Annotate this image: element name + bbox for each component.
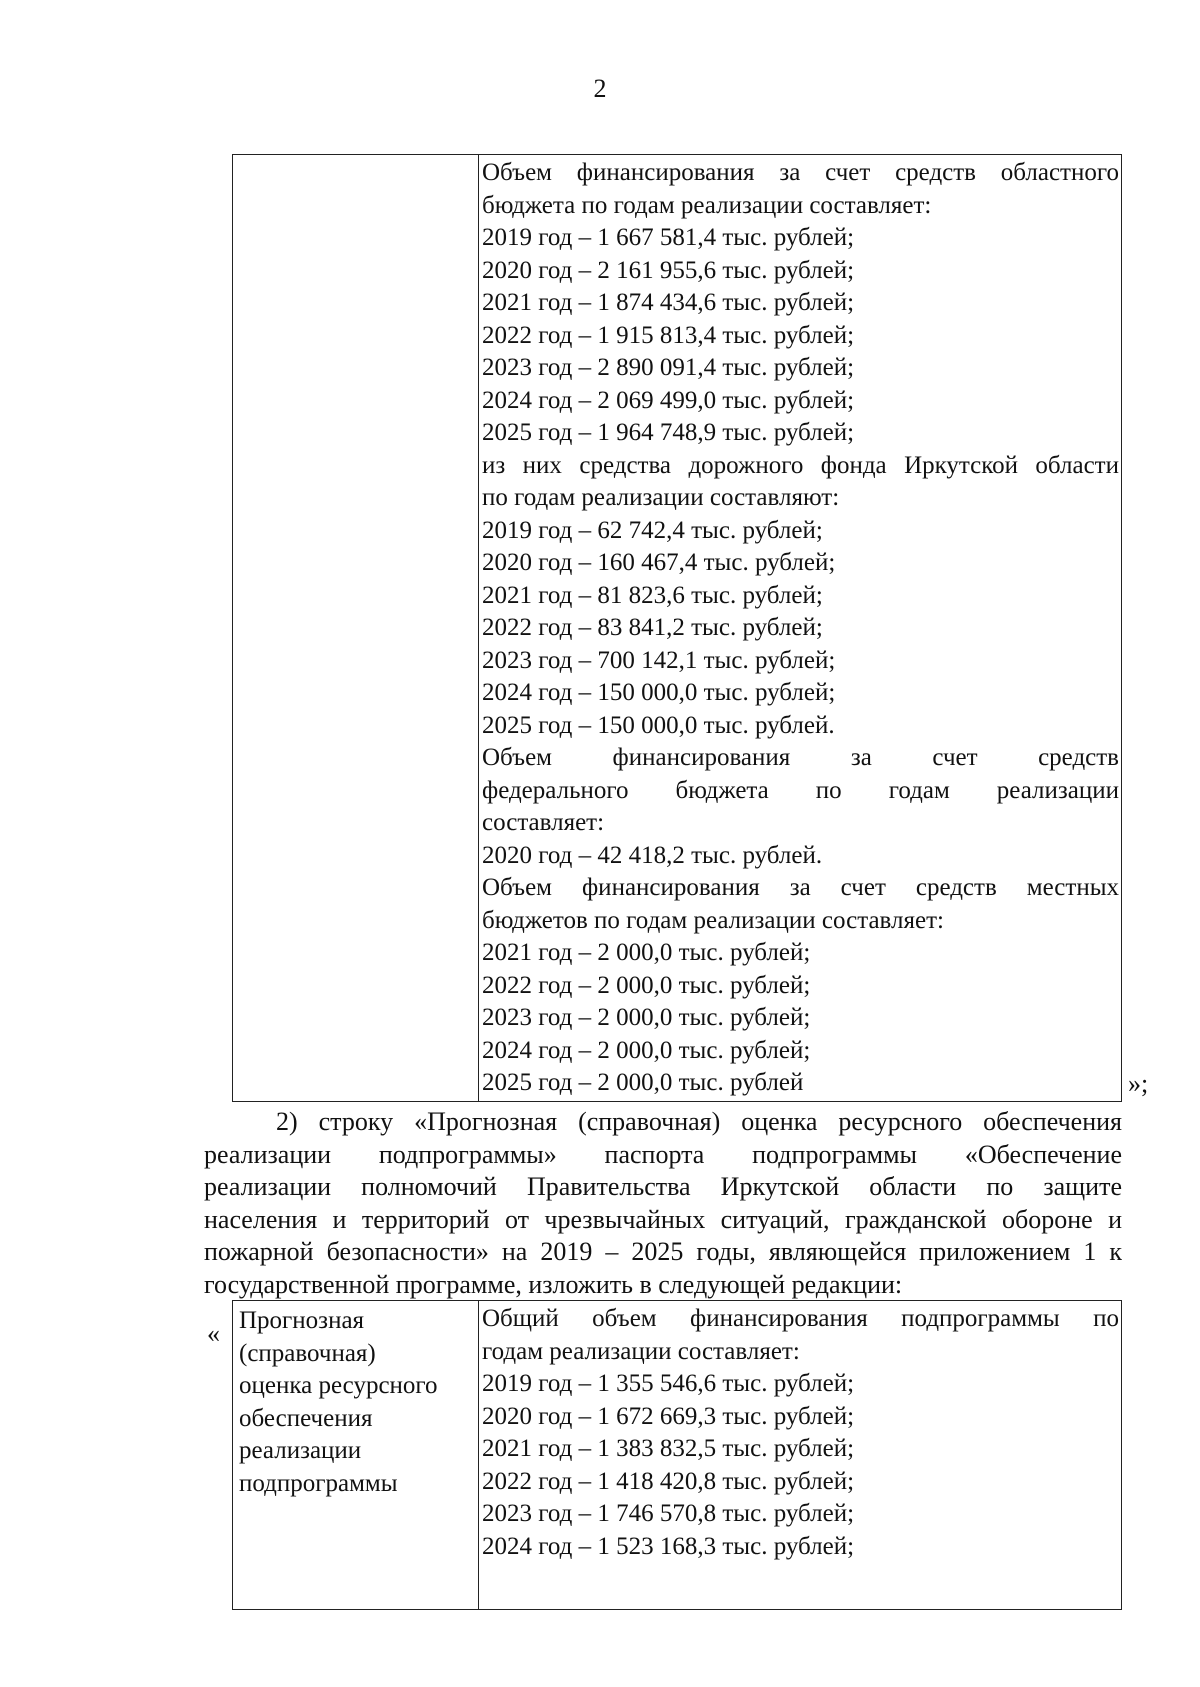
table2-left-cell bbox=[233, 1301, 479, 1609]
table2-label-line: оценка ресурсного bbox=[239, 1372, 438, 1399]
table1-text-line: по годам реализации составляют: bbox=[482, 484, 840, 511]
table1-text-line: федерального бюджета по годам реализации bbox=[482, 776, 1119, 804]
resource-estimate-table bbox=[232, 1300, 1122, 1610]
paragraph-line: государственной программе, изложить в следующей редакции: bbox=[204, 1269, 903, 1299]
table1-text-line: 2020 год – 2 161 955,6 тыс. рублей; bbox=[482, 256, 855, 284]
table2-label-line: Прогнозная bbox=[239, 1307, 365, 1334]
table2-text-line: 2022 год – 1 418 420,8 тыс. рублей; bbox=[482, 1467, 855, 1495]
table2-text-line: 2023 год – 1 746 570,8 тыс. рублей; bbox=[482, 1500, 855, 1527]
table2-text-line: Общий объем финансирования подпрограммы по bbox=[482, 1305, 1119, 1332]
table1-text-line: 2022 год – 1 915 813,4 тыс. рублей; bbox=[482, 321, 855, 349]
opening-quote-mark: « bbox=[207, 1319, 220, 1348]
table1-text-line: 2021 год – 81 823,6 тыс. рублей; bbox=[482, 581, 823, 609]
table1-text-line: 2023 год – 2 000,0 тыс. рублей; bbox=[482, 1004, 811, 1031]
table1-text-line: 2023 год – 2 890 091,4 тыс. рублей; bbox=[482, 354, 855, 381]
page-number: 2 bbox=[593, 74, 607, 103]
table2-text-line: 2019 год – 1 355 546,6 тыс. рублей; bbox=[482, 1370, 855, 1397]
table1-text-line: 2022 год – 83 841,2 тыс. рублей; bbox=[482, 614, 823, 641]
table1-text-line: бюджета по годам реализации составляет: bbox=[482, 191, 932, 219]
table1-right-cell bbox=[479, 155, 1121, 1101]
table2-right-cell bbox=[479, 1301, 1121, 1609]
table2-text-line: 2020 год – 1 672 669,3 тыс. рублей; bbox=[482, 1402, 855, 1430]
paragraph-line: пожарной безопасности» на 2019 – 2025 годы, являющейся приложением 1 к bbox=[204, 1237, 1122, 1266]
table1-text-line: 2023 год – 700 142,1 тыс. рублей; bbox=[482, 646, 836, 674]
table1-text-line: 2025 год – 1 964 748,9 тыс. рублей; bbox=[482, 419, 855, 446]
table1-text-line: 2025 год – 150 000,0 тыс. рублей. bbox=[482, 711, 835, 739]
table1-text-line: 2024 год – 150 000,0 тыс. рублей; bbox=[482, 679, 836, 706]
table1-text-line: из них средства дорожного фонда Иркутской области bbox=[482, 451, 1119, 479]
table2-label-line: реализации bbox=[239, 1437, 362, 1464]
table2-text-line: годам реализации составляет: bbox=[482, 1337, 800, 1365]
table1-text-line: бюджетов по годам реализации составляет: bbox=[482, 906, 944, 934]
paragraph-line: реализации подпрограммы» паспорта подпрограммы «Обеспечение bbox=[204, 1139, 1122, 1169]
table2-label-line: подпрограммы bbox=[239, 1469, 398, 1497]
table1-text-line: составляет: bbox=[482, 809, 605, 836]
table1-text-line: 2021 год – 2 000,0 тыс. рублей; bbox=[482, 939, 811, 966]
table1-text-line: 2020 год – 42 418,2 тыс. рублей. bbox=[482, 841, 823, 869]
table1-text-line: 2024 год – 2 000,0 тыс. рублей; bbox=[482, 1036, 811, 1064]
table1-text-line: Объем финансирования за счет средств областного bbox=[482, 159, 1119, 186]
table1-text-line: 2019 год – 1 667 581,4 тыс. рублей; bbox=[482, 224, 855, 251]
amendment-paragraph bbox=[204, 1106, 1122, 1301]
table2-text-line: 2021 год – 1 383 832,5 тыс. рублей; bbox=[482, 1435, 855, 1462]
table1-text-line: 2021 год – 1 874 434,6 тыс. рублей; bbox=[482, 289, 855, 316]
paragraph-line: 2) строку «Прогнозная (справочная) оценка ресурсного обеспечения bbox=[276, 1107, 1122, 1136]
funding-table-continued bbox=[232, 154, 1122, 1102]
paragraph-line: реализации полномочий Правительства Иркутской области по защите bbox=[204, 1172, 1122, 1201]
table1-text-line: 2022 год – 2 000,0 тыс. рублей; bbox=[482, 971, 811, 999]
table1-text-line: Объем финансирования за счет средств bbox=[482, 744, 1119, 771]
table1-text-line: 2025 год – 2 000,0 тыс. рублей bbox=[482, 1069, 804, 1096]
table2-label-line: (справочная) bbox=[239, 1339, 376, 1367]
table1-text-line: 2024 год – 2 069 499,0 тыс. рублей; bbox=[482, 386, 855, 414]
table2-text-line: 2024 год – 1 523 168,3 тыс. рублей; bbox=[482, 1532, 855, 1560]
table2-label-line: обеспечения bbox=[239, 1404, 373, 1432]
table1-left-cell bbox=[233, 155, 479, 1101]
paragraph-line: населения и территорий от чрезвычайных ситуаций, гражданской обороне и bbox=[204, 1204, 1122, 1234]
table1-text-line: 2020 год – 160 467,4 тыс. рублей; bbox=[482, 549, 836, 576]
table1-text-line: 2019 год – 62 742,4 тыс. рублей; bbox=[482, 516, 823, 544]
closing-quote-mark: »; bbox=[1128, 1069, 1149, 1098]
table1-text-line: Объем финансирования за счет средств местных bbox=[482, 874, 1119, 901]
